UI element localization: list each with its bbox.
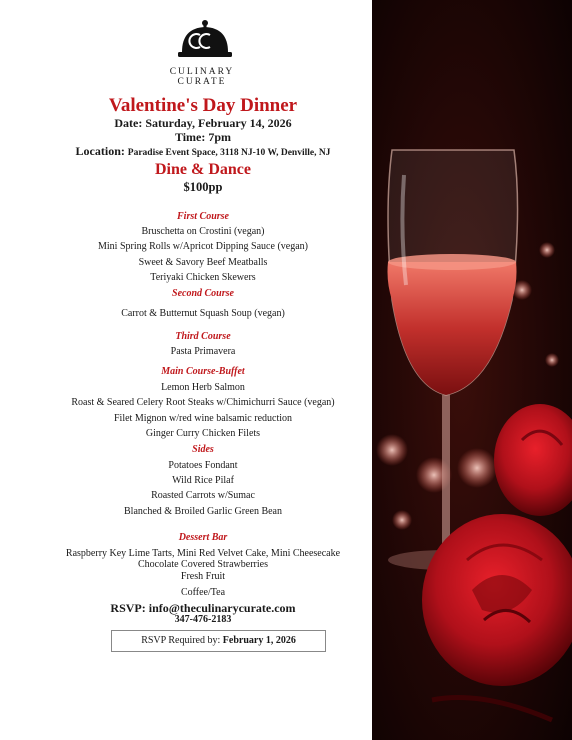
rsvp-phone: 347-476-2183: [174, 614, 232, 625]
menu-item: Teriyaki Chicken Skewers: [150, 272, 256, 283]
menu-item: Chocolate Covered Strawberries: [138, 559, 268, 570]
menu-item: Ginger Curry Chicken Filets: [145, 428, 261, 439]
brand-name-line1: CULINARY: [169, 67, 235, 77]
brand-name-line2: CURATE: [177, 77, 227, 87]
rsvp-deadline-label: RSVP Required by:: [141, 635, 221, 646]
event-price: $100pp: [183, 180, 223, 194]
course-title-sides: Sides: [192, 444, 214, 455]
event-date: Date: Saturday, February 14, 2026: [114, 116, 292, 130]
menu-item: Pasta Primavera: [170, 346, 236, 357]
menu-item: Blanched & Broiled Garlic Green Bean: [124, 506, 282, 517]
location-label: Location:: [75, 144, 125, 158]
menu-item: Bruschetta on Crostini (vegan): [141, 226, 265, 237]
menu-item: Roast & Seared Celery Root Steaks w/Chimichurri Sauce (vegan): [71, 397, 335, 408]
menu-item: Wild Rice Pilaf: [172, 475, 234, 486]
menu-item: Raspberry Key Lime Tarts, Mini Red Velvet Cake, Mini Cheesecake: [65, 548, 341, 559]
event-subtitle: Dine & Dance: [155, 161, 251, 178]
cloche-logo-icon: [176, 18, 234, 60]
menu-item: Mini Spring Rolls w/Apricot Dipping Sauce (vegan): [98, 241, 308, 252]
menu-item: Roasted Carrots w/Sumac: [151, 490, 255, 501]
course-title-third: Third Course: [175, 331, 231, 342]
menu-item: Filet Mignon w/red wine balsamic reduction: [113, 413, 293, 424]
menu-item: Sweet & Savory Beef Meatballs: [138, 257, 268, 268]
menu-item: Fresh Fruit: [180, 571, 226, 582]
menu-item: Coffee/Tea: [180, 587, 226, 598]
wine-and-roses-photo: [372, 0, 572, 740]
event-time: Time: 7pm: [174, 130, 232, 144]
menu-item: Carrot & Butternut Squash Soup (vegan): [121, 308, 285, 319]
rsvp-deadline-date: February 1, 2026: [222, 635, 296, 646]
rsvp-deadline-box: [111, 630, 326, 652]
rsvp-email: RSVP: info@theculinarycurate.com: [110, 601, 296, 615]
menu-item: Potatoes Fondant: [168, 460, 238, 471]
course-title-first: First Course: [177, 211, 229, 222]
event-title: Valentine's Day Dinner: [108, 95, 298, 116]
event-location: [0, 144, 406, 159]
course-title-main: Main Course-Buffet: [161, 366, 245, 377]
menu-item: Lemon Herb Salmon: [161, 382, 245, 393]
course-title-second: Second Course: [172, 288, 234, 299]
wine-glass-rose-image: [372, 0, 572, 740]
location-value: Paradise Event Space, 3118 NJ-10 W, Denville, NJ: [127, 148, 331, 158]
course-title-dessert: Dessert Bar: [178, 532, 228, 543]
